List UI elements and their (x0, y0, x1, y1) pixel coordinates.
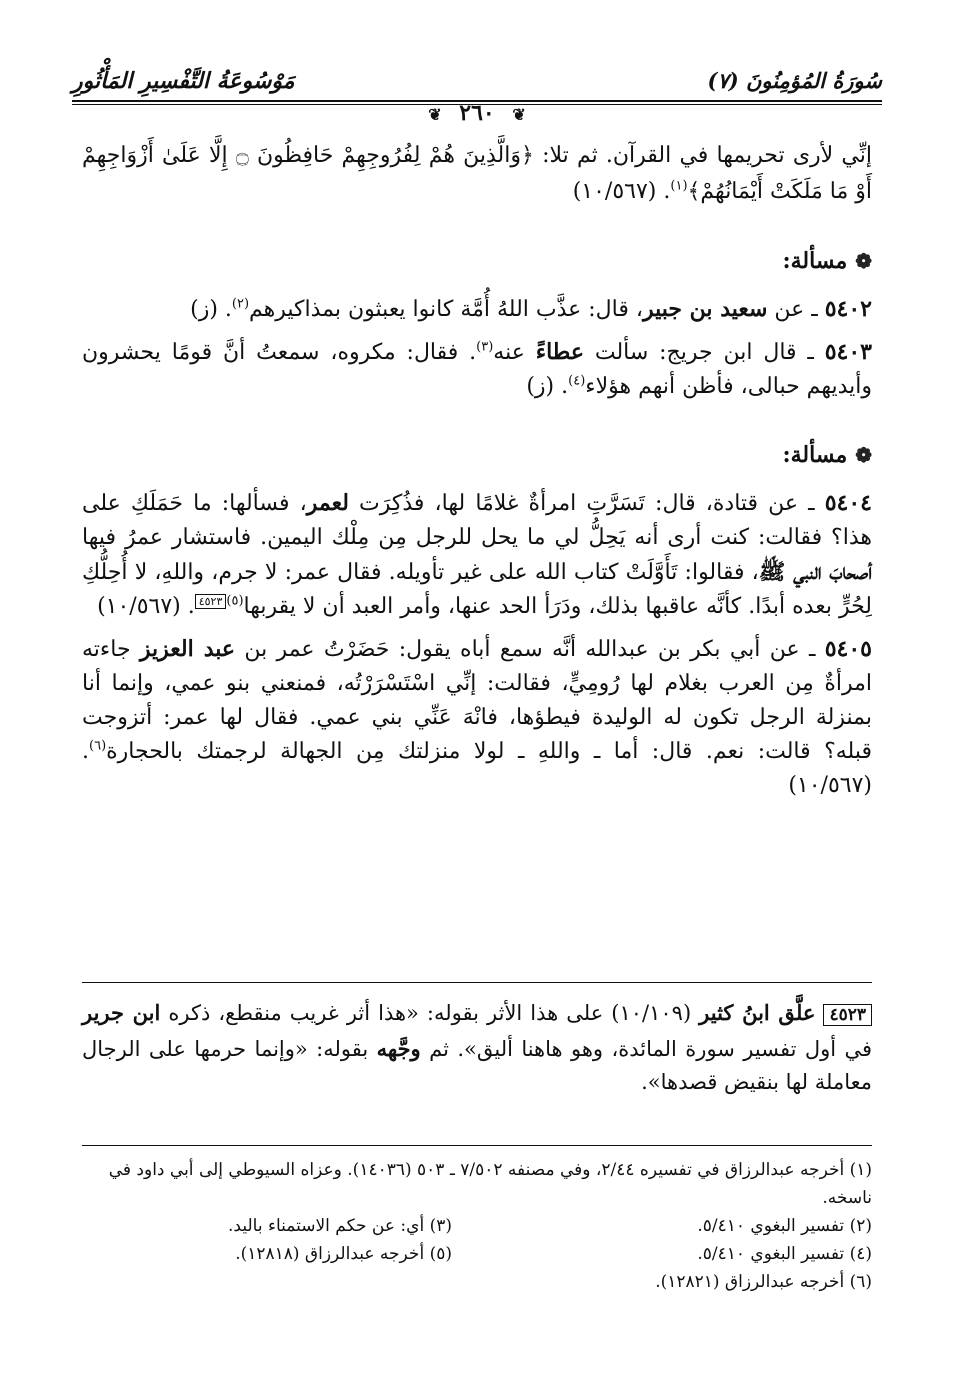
ornament-icon: ❦ (512, 104, 526, 124)
footnote-6: (٦) أخرجه عبدالرزاق (١٢٨٢١). (655, 1272, 872, 1292)
footnote-row (82, 1240, 872, 1268)
source: . (١٠/٥٦٧) (82, 739, 872, 798)
text: ، فسألها: ما حَمَلَكِ على هذا؟ فقالت: كنت أرى أنه يَحِلُّ لي ما يحل للرجل مِن مِلْك اليمين. فاستشار عمرُ فيها (82, 491, 872, 550)
footnote-5: (٥) أخرجه عبدالرزاق (١٢٨١٨). (235, 1244, 452, 1264)
footnote-ref: (٦) (89, 738, 107, 754)
text: عنه (493, 340, 536, 365)
footnote-2: (٢) تفسير البغوي ٥/٤١٠. (697, 1216, 872, 1236)
note-separator (82, 982, 872, 983)
text: قال ابن جريج: سألت (583, 340, 797, 365)
athar-5405 (82, 632, 872, 803)
footnote-row (82, 1212, 872, 1240)
emphasis: وجَّهه (376, 1036, 421, 1061)
page-number-line (0, 100, 954, 126)
text: عن قتادة، قال: تَسَرَّتِ امرأةٌ غلامًا لها، فذُكِرَت (348, 491, 799, 516)
page-number: ٢٦٠ (459, 100, 495, 126)
flower-icon: ❁ (855, 249, 872, 273)
book-title: مَوْسُوعَةُ التَّفْسِيرِ المَأْثُورِ (72, 68, 295, 94)
text: . فقال: مكروه، سمعتُ أنَّ قومًا يحشرون وأيديهم حبالى، فأظن أنهم هؤلاء (82, 340, 872, 399)
footnote-ref: (٢) (231, 296, 250, 312)
footnote-3: (٣) أي: عن حكم الاستمناء باليد. (228, 1216, 452, 1236)
note-reference[interactable]: ٤٥٢٣ (195, 594, 227, 609)
intro-text: إنِّي لأرى تحريمها في القرآن. ثم تلا: ﴿وَالَّذِينَ هُمْ لِفُرُوجِهِمْ حَافِظُونَ ۝ إِلَّا عَلَىٰ أَزْوَاجِهِمْ أَوْ مَا مَلَكَتْ أَيْمَانُهُمْ﴾ (82, 143, 872, 204)
flower-icon: ❁ (855, 443, 872, 467)
source: . (ز) (526, 374, 569, 399)
person-name: عبد العزيز (139, 636, 236, 662)
person-name: أصحابَ النبي ﷺ (758, 559, 872, 585)
text: بقوله: «وإنما حرمها على الرجال معاملة لها بنقيض قصدها». (82, 1037, 872, 1094)
athar-number: ٥٤٠٤ (824, 490, 872, 516)
footnote-ref: (١) (670, 178, 688, 194)
dash: ـ (796, 340, 825, 365)
footnotes (82, 1156, 872, 1296)
text: في أول تفسير سورة المائدة، وهو هاهنا أليق». ثم (420, 1037, 872, 1061)
athar-number: ٥٤٠٣ (824, 339, 872, 365)
athar-5403 (82, 335, 872, 404)
text: (١٠/١٠٩) على هذا الأثر بقوله: «هذا أثر غريب منقطع، ذكره (160, 1001, 700, 1025)
footnote-4: (٤) تفسير البغوي ٥/٤١٠. (697, 1244, 872, 1264)
section-heading (82, 244, 872, 278)
commentary-note (82, 996, 872, 1099)
footnote-separator (82, 1145, 872, 1146)
source: . (١٠/٥٦٧) (97, 594, 195, 619)
text: عن أبي بكر بن عبدالله أنَّه سمع أباه يقول: حَضَرْتُ عمر بن (235, 637, 800, 662)
dash: ـ (804, 297, 825, 322)
footnote-ref: (٤) (568, 373, 586, 389)
footnote-ref: (٣) (476, 339, 494, 355)
person-name: لعمر (306, 490, 349, 516)
text: ، قال: عذَّب اللهُ أُمَّة كانوا يعبثون بمذاكيرهم (249, 297, 643, 322)
athar-number: ٥٤٠٢ (824, 296, 872, 322)
running-header (72, 62, 882, 102)
narrator-name: عطاءً (535, 339, 584, 365)
footnote-1: (١) أخرجه عبدالرزاق في تفسيره ٢/٤٤، وفي مصنفه ٧/٥٠٢ ـ ٥٠٣ (١٤٠٣٦). وعزاه السيوطي إلى أبي داود في ناسخه. (108, 1160, 872, 1208)
athar-5404 (82, 486, 872, 624)
source: . (ز) (190, 297, 232, 322)
athar-number: ٥٤٠٥ (824, 636, 872, 662)
surah-title: سُورَةُ المُؤمِنُونَ (٧) (707, 68, 882, 93)
text: عن (767, 297, 805, 322)
section-label: مسألة: (782, 442, 848, 468)
dash: ـ (798, 491, 825, 516)
main-text (82, 138, 872, 803)
note-id: ٤٥٢٣ (823, 1004, 872, 1026)
athar-5402 (82, 292, 872, 327)
narrator-name: سعيد بن جبير (642, 296, 768, 322)
text: ، فقالوا: تَأَوَّلَتْ كتاب الله على غير تأويله. فقال عمر: لا جرم، واللهِ، لا أُحِلُّكِ لِحُرٍّ بعده أبدًا. كأنَّه عاقبها بذلك، ودَرَأ الحد عنها، وأمر العبد أن لا يقربها (82, 560, 872, 619)
intro-source: . (١٠/٥٦٧) (572, 179, 671, 204)
footnote-ref: (٥) (226, 593, 244, 609)
scholar-name: ابن جرير (82, 1000, 161, 1025)
dash: ـ (799, 637, 825, 662)
intro-paragraph (82, 138, 872, 210)
text: جاءته امرأةٌ مِن العرب بغلام لها رُومِيٍّ، فقالت: إنِّي اسْتَسْرَرْتُه، فمنعني بنو عمي، وإنما أنا بمنزلة الرجل تكون له الوليدة فيطؤها، فانْهَ عَنِّي بني عمي. فقال لها عمر: أتزوجت قبله؟ قالت: نعم. قال: أما ـ واللهِ ـ لولا منزلتك مِن الجهالة لرجمتك بالحجارة (82, 637, 872, 764)
section-heading (82, 438, 872, 472)
scholar-name: علَّق ابنُ كثير (699, 1000, 816, 1025)
ornament-icon: ❦ (428, 104, 442, 124)
section-label: مسألة: (782, 248, 848, 274)
